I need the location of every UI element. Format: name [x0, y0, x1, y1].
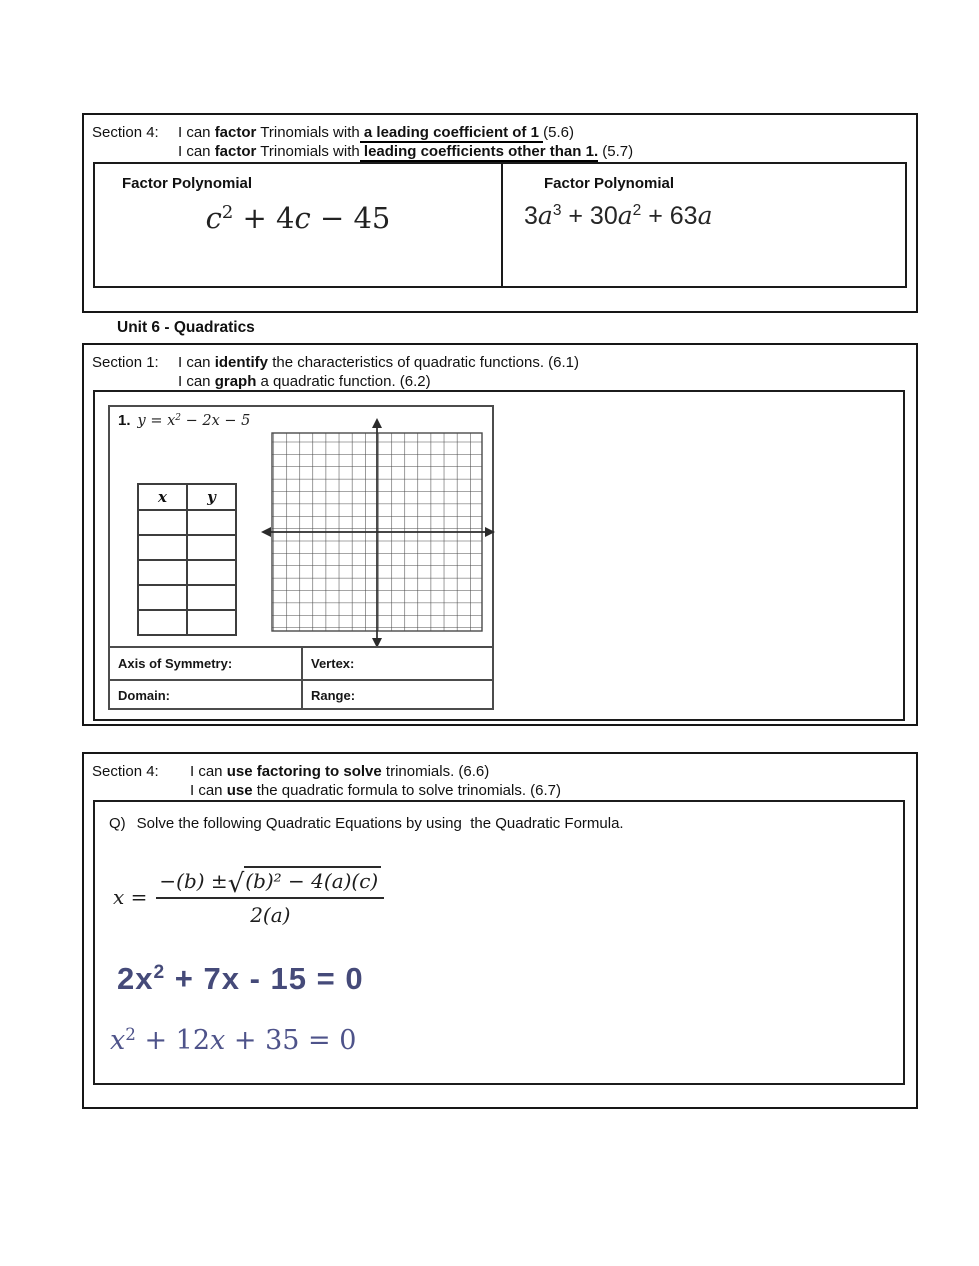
coordinate-grid — [260, 417, 496, 649]
xy-empty-cell-y — [187, 585, 236, 610]
characteristics-table — [110, 646, 492, 708]
factor-title-1: Factor Polynomial — [122, 175, 253, 192]
polynomial-expression-1: $c^2 + 4c - 45$ — [205, 201, 391, 235]
problem-equation: $y = x^2 - 2x - 5$ — [137, 413, 251, 429]
xy-empty-cell-x — [138, 560, 187, 585]
formula-lhs: x = — [113, 884, 148, 909]
graph-worksheet-image — [108, 405, 494, 710]
section-1-header — [84, 345, 916, 391]
xy-empty-row — [138, 585, 236, 610]
unit-heading: Unit 6 - Quadratics — [117, 319, 255, 336]
formula-numerator: −(b) ± √ (b)² − 4(a)(c) — [156, 866, 384, 899]
xy-empty-row — [138, 610, 236, 635]
goal-line-1: I can factor Trinomials with a leading coefficient of 1 (5.6) — [178, 124, 574, 141]
goal-line-1: I can identify the characteristics of quadratic functions. (6.1) — [178, 354, 580, 371]
goal-line-2: I can factor Trinomials with leading coefficients other than 1. (5.7) — [178, 142, 634, 160]
section-5-header — [84, 115, 916, 161]
xy-empty-cell-x — [138, 610, 187, 635]
arrow-left-icon — [261, 527, 271, 537]
xy-empty-cell-y — [187, 560, 236, 585]
problem-number: 1. — [118, 412, 131, 429]
factor-title-2: Factor Polynomial — [544, 175, 675, 192]
section-5-box — [82, 113, 918, 313]
xy-empty-cell-y — [187, 610, 236, 635]
section-label: Section 4: — [92, 124, 159, 141]
radical-sign: √ — [227, 869, 245, 899]
equation-2: $x^2 + 12x + 35 = 0$ — [110, 1023, 357, 1056]
characteristics-row-2 — [110, 679, 492, 710]
factor-cell-1 — [95, 164, 503, 286]
question-text: Solve the following Quadratic Equations by using the Quadratic Formula. — [136, 815, 624, 832]
xy-empty-cell-x — [138, 535, 187, 560]
equation-1: $2x^2 + 7x - 15 = 0$ — [117, 961, 364, 996]
goal-line-1: I can use factoring to solve trinomials. (6.6) — [190, 763, 490, 780]
section-4-box — [82, 752, 918, 1109]
range-label: Range: — [311, 688, 356, 703]
radicand: (b)² − 4(a)(c) — [244, 866, 381, 893]
xy-empty-cell-x — [138, 510, 187, 535]
section-goals — [190, 763, 561, 800]
axis-of-symmetry-label: Axis of Symmetry: — [110, 648, 303, 679]
quadratic-formula-area — [93, 800, 905, 1085]
section-goals — [178, 354, 579, 391]
section-goals — [178, 124, 633, 161]
quadratic-formula — [113, 866, 903, 927]
xy-empty-row — [138, 510, 236, 535]
factor-cell-2 — [503, 164, 907, 286]
goal-line-2: I can use the quadratic formula to solve trinomials. (6.7) — [190, 781, 562, 799]
goal-line-2: I can graph a quadratic function. (6.2) — [178, 372, 431, 390]
xy-value-table — [137, 483, 237, 636]
arrow-up-icon — [372, 418, 382, 428]
question-prompt — [95, 802, 903, 832]
characteristics-row-1 — [110, 648, 492, 679]
section-4-header — [84, 754, 916, 800]
section-label: Section 1: — [92, 354, 159, 371]
polynomial-expression-2: $3a^3 + 30a^2 + 63a$ — [524, 201, 713, 230]
xy-empty-cell-y — [187, 510, 236, 535]
formula-fraction — [156, 866, 384, 927]
xy-empty-cell-y — [187, 535, 236, 560]
xy-empty-row — [138, 560, 236, 585]
arrow-right-icon — [485, 527, 495, 537]
xy-header-y: y — [187, 484, 236, 510]
xy-table-body — [138, 510, 236, 635]
domain-label: Domain: — [110, 681, 303, 710]
xy-header-row — [138, 484, 236, 510]
xy-header-x: x — [138, 484, 187, 510]
section-label: Section 4: — [92, 763, 159, 780]
formula-denominator: 2(a) — [250, 903, 291, 927]
section-1-box — [82, 343, 918, 726]
xy-empty-cell-x — [138, 585, 187, 610]
graph-problem-area — [93, 390, 905, 721]
question-label: Q) — [109, 815, 126, 832]
vertex-label: Vertex: — [311, 656, 355, 671]
xy-empty-row — [138, 535, 236, 560]
factor-polynomial-table — [93, 162, 907, 288]
